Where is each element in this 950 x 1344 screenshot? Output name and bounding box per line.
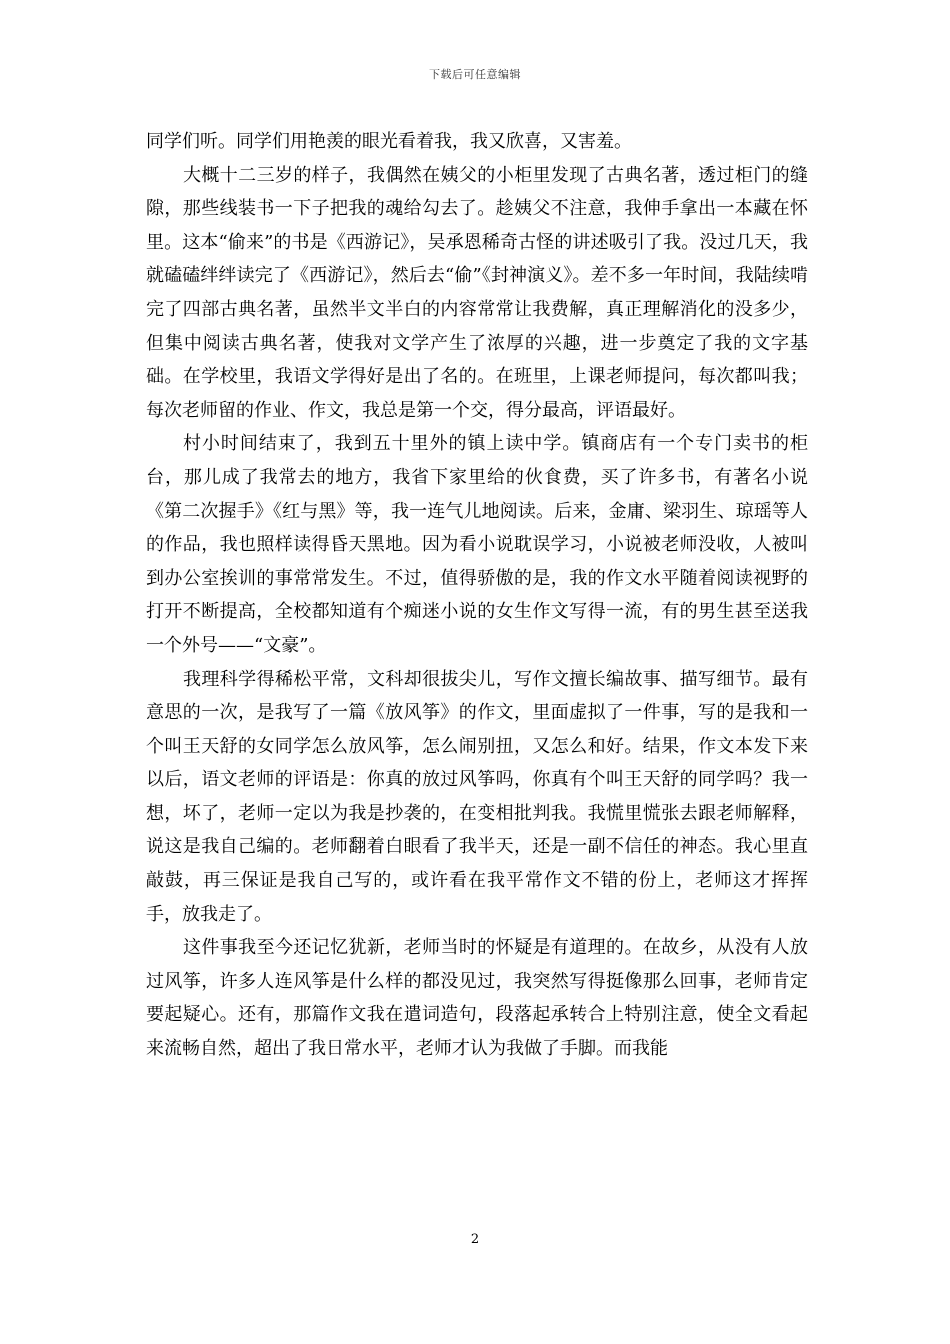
page-header: 下载后可任意编辑	[429, 68, 521, 81]
document-body	[146, 125, 808, 1066]
paragraph-1: 同学们听。同学们用艳羡的眼光看着我，我又欣喜，又害羞。	[146, 131, 632, 152]
paragraph-2: 大概十二三岁的样子，我偶然在姨父的小柜里发现了古典名著，透过柜门的缝隙，那些线装书一下子把我的魂给勾去了。趁姨父不注意，我伸手拿出一本藏在怀里。这本“偷来”的书是《西游记》，吴承恩稀奇古怪的讲述吸引了我。没过几天，我就磕磕绊绊读完了《西游记》，然后去“偷”《封神演义》。差不多一年时间，我陆续啃完了四部古典名著，虽然半文半白的内容常常让我费解，真正理解消化的没多少，但集中阅读古典名著，使我对文学产生了浓厚的兴趣，进一步奠定了我的文字基础。在学校里，我语文学得好是出了名的。在班里，上课老师提问，每次都叫我；每次老师留的作业、作文，我总是第一个交，得分最高，评语最好。	[146, 164, 808, 421]
paragraph-4: 我理科学得稀松平常，文科却很拔尖儿，写作文擅长编故事、描写细节。最有意思的一次，是我写了一篇《放风筝》的作文，里面虚拟了一件事，写的是我和一个叫王天舒的女同学怎么放风筝，怎么闹别扭，又怎么和好。结果，作文本发下来以后，语文老师的评语是：你真的放过风筝吗，你真有个叫王天舒的同学吗？我一想，坏了，老师一定以为我是抄袭的，在变相批判我。我慌里慌张去跟老师解释，说这是我自己编的。老师翻着白眼看了我半天，还是一副不信任的神态。我心里直敲鼓，再三保证是我自己写的，或许看在我平常作文不错的份上，老师这才挥挥手，放我走了。	[146, 668, 808, 925]
page-number: 2	[470, 1232, 480, 1247]
paragraph-5: 这件事我至今还记忆犹新，老师当时的怀疑是有道理的。在故乡，从没有人放过风筝，许多人连风筝是什么样的都没见过，我突然写得挺像那么回事，老师肯定要起疑心。还有，那篇作文我在遣词造句，段落起承转合上特别注意，使全文看起来流畅自然，超出了我日常水平，老师才认为我做了手脚。而我能	[146, 937, 808, 1060]
paragraph-3: 村小时间结束了，我到五十里外的镇上读中学。镇商店有一个专门卖书的柜台，那儿成了我常去的地方，我省下家里给的伙食费，买了许多书，有著名小说《第二次握手》《红与黑》等，我一连气儿地阅读。后来，金庸、梁羽生、琼瑶等人的作品，我也照样读得昏天黑地。因为看小说耽误学习，小说被老师没收，人被叫到办公室挨训的事常常发生。不过，值得骄傲的是，我的作文水平随着阅读视野的打开不断提高，全校都知道有个痴迷小说的女生作文写得一流，有的男生甚至送我一个外号——“文豪”。	[146, 433, 808, 656]
